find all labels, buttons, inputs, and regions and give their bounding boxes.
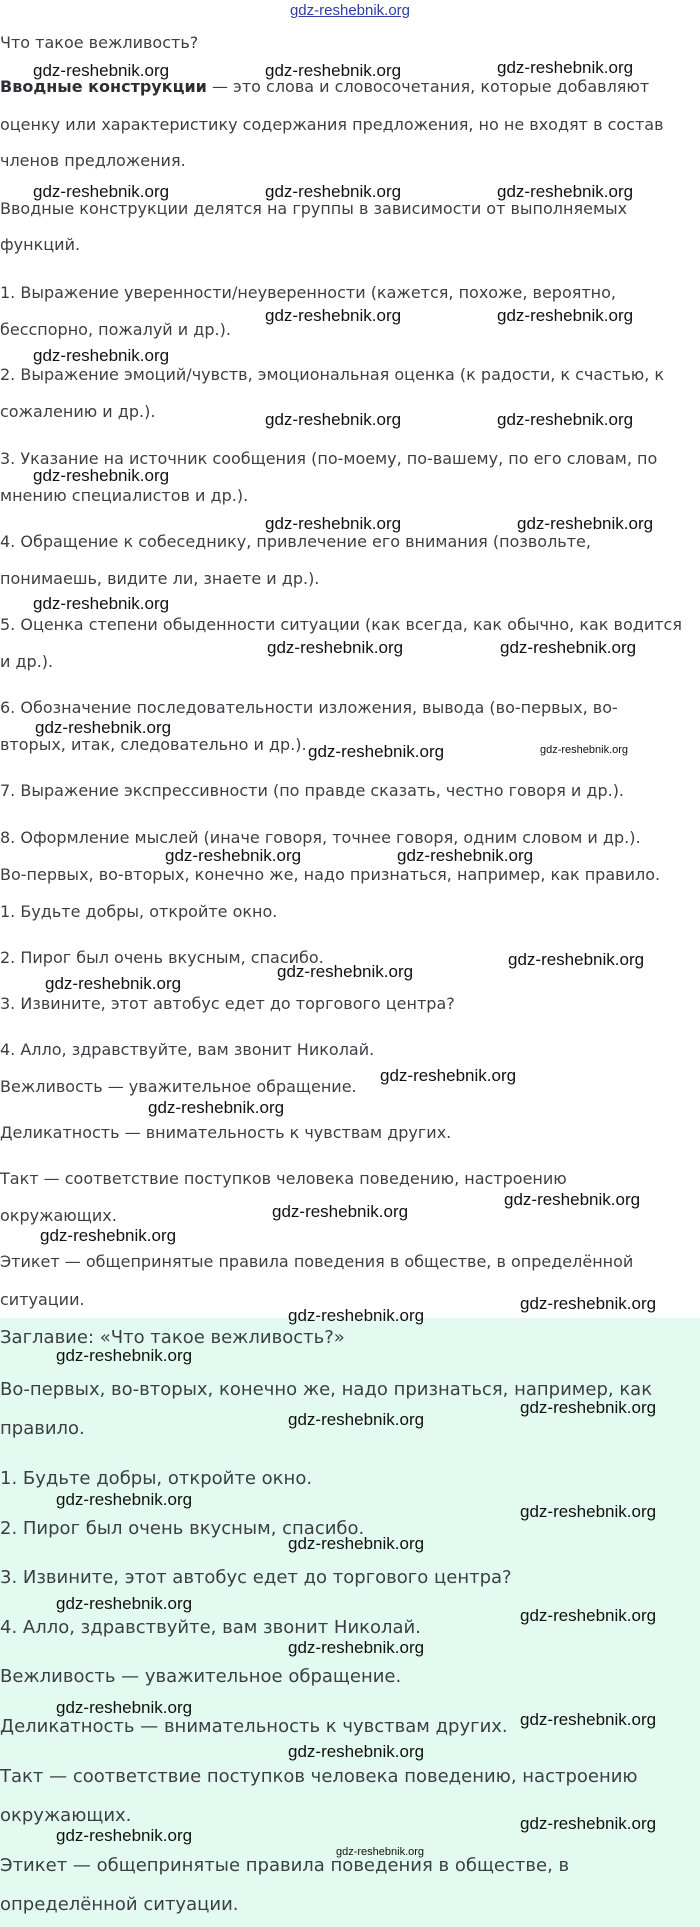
watermark: gdz-reshebnik.org bbox=[40, 1226, 177, 1245]
watermark: gdz-reshebnik.org bbox=[45, 974, 182, 993]
group-3-line-2: мнению специалистов и др.). bbox=[0, 486, 249, 505]
group-3-line-1: 3. Указание на источник сообщения (по-моему, по-вашему, по его словам, по bbox=[0, 449, 658, 468]
definition-tact-line-2: окружающих. bbox=[0, 1206, 117, 1225]
watermark: gdz-reshebnik.org bbox=[500, 638, 637, 657]
watermark: gdz-reshebnik.org bbox=[56, 1490, 193, 1509]
watermark: gdz-reshebnik.org bbox=[288, 1306, 425, 1325]
watermark: gdz-reshebnik.org bbox=[265, 182, 402, 201]
watermark: gdz-reshebnik.org bbox=[520, 1398, 657, 1417]
watermark: gdz-reshebnik.org bbox=[497, 410, 634, 429]
watermark: gdz-reshebnik.org bbox=[288, 1410, 425, 1429]
watermark: gdz-reshebnik.org bbox=[520, 1294, 657, 1313]
watermark: gdz-reshebnik.org bbox=[56, 1346, 193, 1365]
group-4-line-2: понимаешь, видите ли, знаете и др.). bbox=[0, 569, 320, 588]
watermark: gdz-reshebnik.org bbox=[267, 638, 404, 657]
answer-definition-politeness: Вежливость — уважительное обращение. bbox=[0, 1666, 402, 1687]
definition-politeness: Вежливость — уважительное обращение. bbox=[0, 1077, 357, 1096]
group-4-line-1: 4. Обращение к собеседнику, привлечение его внимания (позвольте, bbox=[0, 532, 591, 551]
watermark: gdz-reshebnik.org bbox=[497, 58, 634, 77]
watermark: gdz-reshebnik.org bbox=[517, 514, 654, 533]
watermark: gdz-reshebnik.org bbox=[265, 61, 402, 80]
groups-line-2: функций. bbox=[0, 235, 81, 254]
definition-etiquette-line-2: ситуации. bbox=[0, 1290, 85, 1309]
watermark: gdz-reshebnik.org bbox=[265, 410, 402, 429]
watermark: gdz-reshebnik.org bbox=[380, 1066, 517, 1085]
question-heading: Что такое вежливость? bbox=[0, 33, 199, 52]
watermark: gdz-reshebnik.org bbox=[520, 1502, 657, 1521]
watermark: gdz-reshebnik.org bbox=[277, 962, 414, 981]
group-2-line-1: 2. Выражение эмоций/чувств, эмоциональная оценка (к радости, к счастью, к bbox=[0, 365, 665, 384]
watermark: gdz-reshebnik.org bbox=[35, 718, 172, 737]
watermark: gdz-reshebnik.org bbox=[288, 1638, 425, 1657]
watermark: gdz-reshebnik.org bbox=[540, 744, 629, 756]
watermark: gdz-reshebnik.org bbox=[33, 594, 170, 613]
answer-words-line-1: Во-первых, во-вторых, конечно же, надо признаться, например, как bbox=[0, 1379, 653, 1400]
answer-definition-tact-line-2: окружающих. bbox=[0, 1805, 132, 1826]
group-5-line-2: и др.). bbox=[0, 652, 54, 671]
watermark: gdz-reshebnik.org bbox=[165, 846, 302, 865]
watermark: gdz-reshebnik.org bbox=[56, 1698, 193, 1717]
answer-definition-delicacy: Деликатность — внимательность к чувствам других. bbox=[0, 1716, 508, 1737]
watermark: gdz-reshebnik.org bbox=[56, 1594, 193, 1613]
watermark: gdz-reshebnik.org bbox=[504, 1190, 641, 1209]
group-5-line-1: 5. Оценка степени обыденности ситуации (как всегда, как обычно, как водится bbox=[0, 615, 682, 634]
definition-delicacy: Деликатность — внимательность к чувствам других. bbox=[0, 1123, 452, 1142]
intro-line-3: членов предложения. bbox=[0, 151, 186, 170]
answer-title: Заглавие: «Что такое вежливость?» bbox=[0, 1327, 345, 1348]
answer-sentence-3: 3. Извините, этот автобус едет до торгового центра? bbox=[0, 1567, 512, 1588]
answer-definition-tact-line-1: Такт — соответствие поступков человека поведению, настроению bbox=[0, 1766, 638, 1787]
watermark: gdz-reshebnik.org bbox=[520, 1710, 657, 1729]
watermark: gdz-reshebnik.org bbox=[272, 1202, 409, 1221]
watermark: gdz-reshebnik.org bbox=[33, 346, 170, 365]
intro-term: Вводные конструкции bbox=[0, 77, 207, 96]
watermark: gdz-reshebnik.org bbox=[497, 306, 634, 325]
watermark: gdz-reshebnik.org bbox=[288, 1534, 425, 1553]
sentence-4: 4. Алло, здравствуйте, вам звонит Николай. bbox=[0, 1040, 375, 1059]
definition-tact-line-1: Такт — соответствие поступков человека поведению, настроению bbox=[0, 1169, 567, 1188]
watermark: gdz-reshebnik.org bbox=[33, 182, 170, 201]
watermark: gdz-reshebnik.org bbox=[265, 514, 402, 533]
answer-sentence-4: 4. Алло, здравствуйте, вам звонит Николай. bbox=[0, 1617, 421, 1638]
group-1-line-1: 1. Выражение уверенности/неуверенности (кажется, похоже, вероятно, bbox=[0, 283, 617, 302]
watermark: gdz-reshebnik.org bbox=[308, 742, 445, 761]
group-2-line-2: сожалению и др.). bbox=[0, 402, 156, 421]
group-7: 7. Выражение экспрессивности (по правде сказать, честно говоря и др.). bbox=[0, 781, 625, 800]
group-6-line-1: 6. Обозначение последовательности изложения, вывода (во-первых, во- bbox=[0, 698, 618, 717]
watermark: gdz-reshebnik.org bbox=[336, 1846, 425, 1858]
sentence-2: 2. Пирог был очень вкусным, спасибо. bbox=[0, 948, 324, 967]
watermark: gdz-reshebnik.org bbox=[497, 182, 634, 201]
intro-line-2: оценку или характеристику содержания предложения, но не входят в состав bbox=[0, 115, 664, 134]
definition-etiquette-line-1: Этикет — общепринятые правила поведения в обществе, в определённой bbox=[0, 1252, 634, 1271]
answer-sentence-1: 1. Будьте добры, откройте окно. bbox=[0, 1468, 313, 1489]
watermark: gdz-reshebnik.org bbox=[508, 950, 645, 969]
watermark: gdz-reshebnik.org bbox=[520, 1606, 657, 1625]
sentence-3: 3. Извините, этот автобус едет до торгового центра? bbox=[0, 994, 455, 1013]
intro-definition: — это слова и словосочетания, которые добавляют bbox=[206, 77, 650, 96]
group-8: 8. Оформление мыслей (иначе говоря, точнее говоря, одним словом и др.). bbox=[0, 828, 641, 847]
watermark: gdz-reshebnik.org bbox=[56, 1826, 193, 1845]
sentence-1: 1. Будьте добры, откройте окно. bbox=[0, 902, 278, 921]
watermark: gdz-reshebnik.org bbox=[33, 466, 170, 485]
group-1-line-2: бесспорно, пожалуй и др.). bbox=[0, 320, 231, 339]
watermark: gdz-reshebnik.org bbox=[265, 306, 402, 325]
watermark: gdz-reshebnik.org bbox=[520, 1814, 657, 1833]
answer-definition-etiquette-line-2: определённой ситуации. bbox=[0, 1894, 239, 1915]
example-words: Во-первых, во-вторых, конечно же, надо признаться, например, как правило. bbox=[0, 865, 661, 884]
group-6-line-2: вторых, итак, следовательно и др.). bbox=[0, 735, 307, 754]
watermark: gdz-reshebnik.org bbox=[33, 61, 170, 80]
site-header-link[interactable]: gdz-reshebnik.org bbox=[289, 2, 411, 19]
answer-sentence-2: 2. Пирог был очень вкусным, спасибо. bbox=[0, 1518, 365, 1539]
answer-definition-etiquette-line-1: Этикет — общепринятые правила поведения в обществе, в bbox=[0, 1855, 570, 1876]
answer-words-line-2: правило. bbox=[0, 1418, 85, 1439]
watermark: gdz-reshebnik.org bbox=[148, 1098, 285, 1117]
watermark: gdz-reshebnik.org bbox=[397, 846, 534, 865]
groups-line-1: Вводные конструкции делятся на группы в зависимости от выполняемых bbox=[0, 199, 628, 218]
watermark: gdz-reshebnik.org bbox=[288, 1742, 425, 1761]
